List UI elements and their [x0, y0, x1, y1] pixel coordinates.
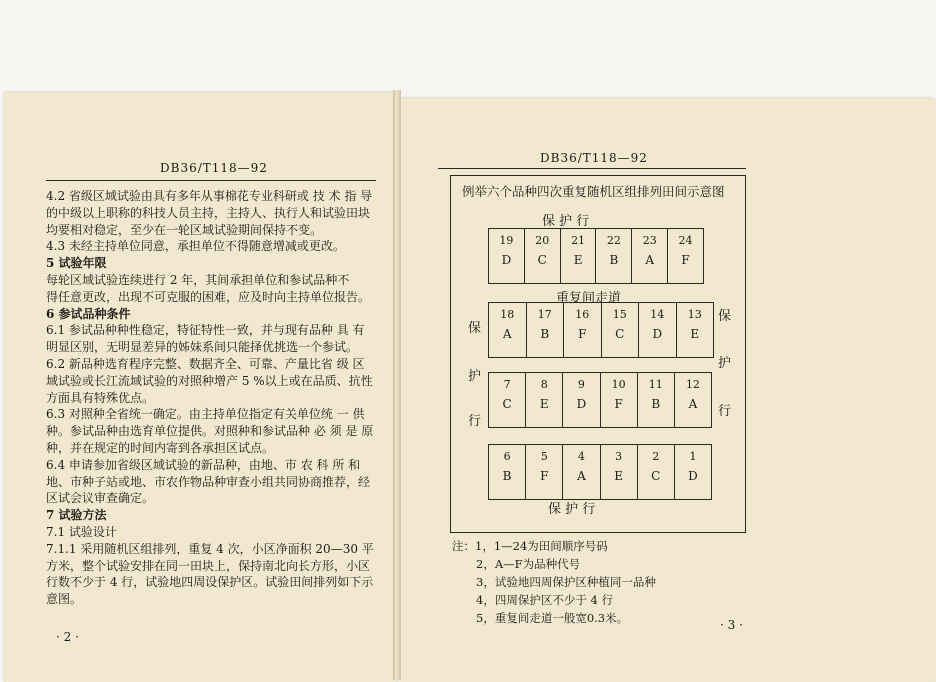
right-page-number: · 3 · — [720, 618, 743, 632]
plot-number: 2 — [652, 450, 660, 463]
plot-number: 14 — [650, 308, 665, 321]
plot-cell — [525, 229, 561, 283]
variety-code: D — [688, 469, 698, 483]
plot-number: 17 — [537, 308, 552, 321]
plot-cell — [563, 445, 600, 499]
note-line: 3，试验地四周保护区种植同一品种 — [476, 575, 656, 589]
plot-cell — [675, 445, 711, 499]
protect-row-label-top: 保 护 行 — [542, 214, 590, 229]
plot-cell — [601, 373, 638, 427]
variety-code: A — [577, 469, 586, 483]
replicate-row — [488, 228, 704, 284]
protect-label-left-bao: 保 — [468, 321, 482, 336]
plot-number: 8 — [540, 378, 548, 391]
plot-number: 4 — [577, 450, 585, 463]
variety-code: A — [645, 253, 655, 267]
variety-code: C — [537, 253, 547, 267]
body-line: 6.4 申请参加省级区域试验的新品种，由地、市 农 科 所 和 — [46, 457, 361, 472]
plot-cell — [564, 303, 602, 357]
replicate-row — [488, 444, 712, 500]
body-line: 均要相对稳定，至少在一轮区域试验期间保持不变。 — [46, 222, 323, 237]
replicate-row — [488, 302, 714, 358]
plot-cell — [596, 229, 632, 283]
plot-number: 6 — [503, 450, 511, 463]
variety-code: F — [578, 327, 587, 341]
body-line: 区试会议审查确定。 — [46, 491, 155, 506]
plot-number: 7 — [503, 378, 511, 391]
body-line: 地、市种子站或地、市农作物品种审查小组共同协商推荐，经 — [46, 474, 371, 489]
body-line: 种，并在规定的时间内寄到各承担区试点。 — [46, 441, 275, 455]
body-line: 域试验或长江流域试验的对照种增产 5 %以上或在品质、抗性 — [46, 373, 373, 388]
note-line: 5，重复间走道一般宽0.3米。 — [476, 611, 629, 625]
variety-code: B — [651, 397, 661, 411]
variety-code: B — [609, 253, 619, 267]
plot-number: 10 — [611, 378, 626, 391]
variety-code: C — [615, 327, 625, 341]
variety-code: E — [573, 253, 583, 267]
body-line: 意图。 — [46, 592, 83, 607]
plot-number: 12 — [685, 378, 700, 391]
figure-title: 例举六个品种四次重复随机区组排列田间示意图 — [462, 184, 725, 199]
body-line: 6 参试品种条件 — [46, 306, 131, 321]
protect-label-right-hang: 行 — [718, 404, 732, 419]
body-line: 种。参试品种由选育单位提供。对照种和参试品种 必 须 是 原 — [46, 424, 374, 439]
body-line: 4.2 省级区域试验由具有多年从事棉花专业科研或 技 术 指 导 — [46, 189, 373, 203]
body-line: 每轮区域试验连续进行 2 年，其间承担单位和参试品种不 — [46, 273, 350, 287]
plot-cell — [677, 303, 714, 357]
variety-code: D — [652, 327, 663, 341]
protect-label-left-hang: 行 — [468, 414, 482, 429]
variety-code: A — [502, 327, 512, 341]
plot-cell — [675, 373, 711, 427]
plot-number: 9 — [577, 378, 585, 391]
plot-cell — [563, 373, 600, 427]
left-page-header: DB36/T118—92 — [160, 161, 268, 175]
protect-label-right-bao: 保 — [718, 309, 732, 324]
body-line: 6.1 参试品种种性稳定，特征特性一致，并与现有品种 具 有 — [46, 323, 365, 338]
variety-code: C — [502, 397, 512, 411]
plot-cell — [526, 445, 563, 499]
body-line: 的中级以上职称的科技人员主持，主持人、执行人和试验田块 — [46, 205, 371, 220]
variety-code: F — [614, 397, 623, 411]
plot-cell — [602, 303, 640, 357]
body-line: 5 试验年限 — [46, 256, 107, 271]
body-line: 6.2 新品种选育程序完整、数据齐全、可靠、产量比省 级 区 — [46, 357, 365, 371]
right-page-header: DB36/T118—92 — [540, 151, 648, 165]
body-line: 得任意更改，出现不可克服的困难，应及时向主持单位报告。 — [46, 289, 371, 304]
plot-cell — [489, 229, 525, 283]
aisle-label: 重复间走道 — [556, 291, 622, 306]
plot-number: 18 — [500, 308, 515, 321]
plot-cell — [638, 445, 675, 499]
plot-number: 22 — [606, 234, 621, 247]
body-line: 方面具有特殊优点。 — [46, 390, 155, 405]
variety-code: E — [539, 397, 549, 411]
plot-cell — [526, 373, 563, 427]
plot-number: 1 — [689, 450, 697, 463]
note-line: 2，A—F为品种代号 — [476, 557, 581, 571]
plot-number: 16 — [575, 308, 590, 321]
left-header-rule — [46, 180, 376, 181]
plot-number: 23 — [642, 234, 657, 247]
protect-label-right-hu: 护 — [718, 356, 732, 371]
body-line: 方米，整个试验安排在同一田块上，保持南北向长方形，小区 — [46, 558, 371, 573]
body-line: 4.3 未经主持单位同意，承担单位不得随意增减或更改。 — [46, 239, 345, 254]
body-line: 6.3 对照种全省统一确定。由主持单位指定有关单位统 一 供 — [46, 407, 365, 422]
variety-code: E — [614, 469, 623, 483]
plot-cell — [561, 229, 597, 283]
variety-code: F — [540, 469, 549, 483]
body-line: 行数不少于 4 行，试验地四周设保护区。试验田间排列如下示 — [46, 575, 374, 590]
plot-number: 19 — [499, 234, 514, 247]
replicate-row — [488, 372, 712, 428]
plot-cell — [638, 373, 675, 427]
plot-cell — [668, 229, 703, 283]
variety-code: E — [690, 327, 700, 341]
plot-cell — [639, 303, 677, 357]
plot-cell — [489, 303, 527, 357]
book-spine — [393, 90, 401, 680]
variety-code: B — [540, 327, 550, 341]
plot-cell — [489, 373, 526, 427]
variety-code: A — [688, 397, 698, 411]
plot-number: 24 — [678, 234, 693, 247]
variety-code: B — [502, 469, 512, 483]
body-line: 7 试验方法 — [46, 508, 107, 523]
plot-cell — [527, 303, 565, 357]
plot-number: 11 — [648, 378, 663, 391]
protect-row-label-bottom: 保 护 行 — [548, 502, 596, 517]
plot-number: 21 — [571, 234, 586, 247]
body-line: 明显区别，无明显差异的姊妹系间只能择优挑选一个参试。 — [46, 340, 359, 355]
protect-label-left-hu: 护 — [468, 369, 482, 384]
body-line: 7.1.1 采用随机区组排列，重复 4 次，小区净面积 20—30 平 — [46, 541, 374, 556]
left-page-number: · 2 · — [56, 630, 79, 644]
plot-number: 20 — [535, 234, 550, 247]
plot-number: 13 — [687, 308, 702, 321]
right-header-rule — [438, 168, 746, 169]
plot-cell — [601, 445, 638, 499]
plot-cell — [632, 229, 668, 283]
variety-code: F — [681, 253, 690, 267]
note-line: 注：1，1—24为田间顺序号码 — [452, 539, 608, 553]
body-line: 7.1 试验设计 — [46, 525, 117, 539]
plot-cell — [489, 445, 526, 499]
note-line: 4，四周保护区不少于 4 行 — [476, 593, 613, 607]
variety-code: D — [501, 253, 512, 267]
variety-code: C — [651, 469, 661, 483]
plot-number: 15 — [612, 308, 627, 321]
plot-number: 3 — [615, 450, 623, 463]
variety-code: D — [576, 397, 587, 411]
plot-number: 5 — [540, 450, 548, 463]
